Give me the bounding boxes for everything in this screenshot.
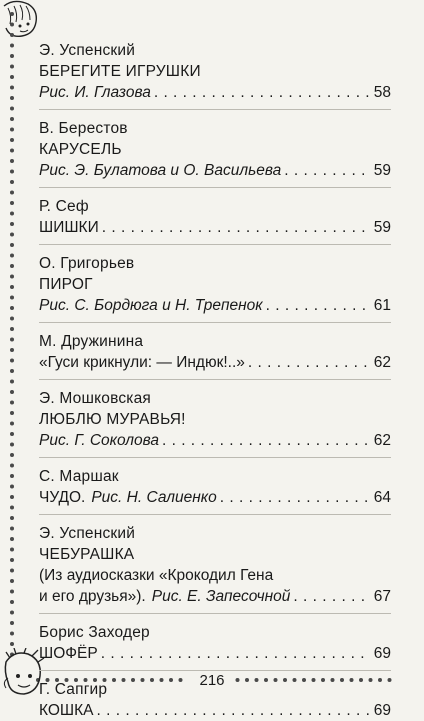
page-number: 216: [199, 672, 225, 689]
dot-leader: [101, 643, 371, 664]
entry-page: 62: [373, 432, 391, 449]
entry-page: 58: [373, 84, 391, 101]
entry-page: 59: [373, 219, 391, 236]
divider: [39, 457, 391, 458]
entry-line: [39, 352, 391, 373]
entry-illustrator: Рис. Е. Запесочной: [151, 588, 291, 605]
entry-illustrator: Рис. С. Бордюга и Н. Трепенок: [39, 297, 263, 314]
entry-line: [39, 160, 391, 181]
entry-line: [39, 217, 391, 238]
dot-leader: [248, 352, 371, 373]
table-of-contents: [39, 40, 391, 721]
entry-illustrator: Рис. И. Глазова: [39, 84, 151, 101]
dot-leader: [266, 295, 371, 316]
divider: [39, 379, 391, 380]
toc-entry: [39, 253, 391, 316]
entry-page: 61: [373, 297, 391, 314]
entry-note: (Из аудиосказки «Крокодил Гена: [39, 567, 274, 584]
entry-page: 69: [373, 702, 391, 719]
toc-entry: [39, 331, 391, 373]
entry-page: 69: [373, 645, 391, 662]
entry-title: «Гуси крикнули: — Индюк!..»: [39, 354, 245, 371]
entry-page: 64: [373, 489, 391, 506]
entry-author: Э. Мошковская: [39, 390, 152, 407]
entry-line: [39, 586, 391, 607]
divider: [39, 109, 391, 110]
toc-entry: [39, 523, 391, 607]
entry-title: ЛЮБЛЮ МУРАВЬЯ!: [39, 411, 186, 428]
dot-leader: [97, 700, 371, 721]
entry-line: [39, 82, 391, 103]
entry-title: КОШКА: [39, 702, 94, 719]
toc-entry: [39, 622, 391, 664]
dot-leader: [284, 160, 371, 181]
entry-author: Э. Успенский: [39, 42, 136, 59]
toc-entry: [39, 118, 391, 181]
dot-leader: [293, 586, 370, 607]
entry-illustrator: Рис. Н. Салиенко: [91, 489, 217, 506]
divider: [39, 670, 391, 671]
entry-illustrator: Рис. Г. Соколова: [39, 432, 159, 449]
entry-note: и его друзья»).: [39, 588, 146, 605]
entry-title: БЕРЕГИТЕ ИГРУШКИ: [39, 63, 201, 80]
entry-line: [39, 700, 391, 721]
divider: [39, 514, 391, 515]
entry-title: ЧЕБУРАШКА: [39, 546, 135, 563]
toc-entry: [39, 196, 391, 238]
divider: [39, 187, 391, 188]
entry-line: [39, 487, 391, 508]
entry-page: 59: [373, 162, 391, 179]
entry-illustrator: Рис. Э. Булатова и О. Васильева: [39, 162, 282, 179]
divider: [39, 613, 391, 614]
entry-author: Борис Заходер: [39, 624, 150, 641]
entry-title: ПИРОГ: [39, 276, 93, 293]
decorative-dot-border-left: [8, 10, 16, 660]
dot-leader: [102, 217, 371, 238]
divider: [39, 322, 391, 323]
entry-author: Э. Успенский: [39, 525, 136, 542]
entry-title: ЧУДО.: [39, 489, 86, 506]
entry-author: М. Дружинина: [39, 333, 144, 350]
toc-entry: [39, 388, 391, 451]
entry-line: [39, 430, 391, 451]
entry-author: Р. Сеф: [39, 198, 89, 215]
entry-title: ШОФЁР: [39, 645, 98, 662]
entry-title: КАРУСЕЛЬ: [39, 141, 122, 158]
entry-author: С. Маршак: [39, 468, 119, 485]
entry-page: 62: [373, 354, 391, 371]
entry-page: 67: [373, 588, 391, 605]
toc-entry: [39, 40, 391, 103]
dot-leader: [162, 430, 371, 451]
dot-leader: [220, 487, 371, 508]
entry-author: О. Григорьев: [39, 255, 135, 272]
dot-leader: [154, 82, 371, 103]
entry-line: [39, 643, 391, 664]
entry-author: Г. Сапгир: [39, 681, 108, 698]
divider: [39, 244, 391, 245]
entry-line: [39, 295, 391, 316]
girl-head-illustration-top: [0, 0, 44, 42]
toc-entry: [39, 466, 391, 508]
entry-title: ШИШКИ: [39, 219, 99, 236]
entry-author: В. Берестов: [39, 120, 128, 137]
